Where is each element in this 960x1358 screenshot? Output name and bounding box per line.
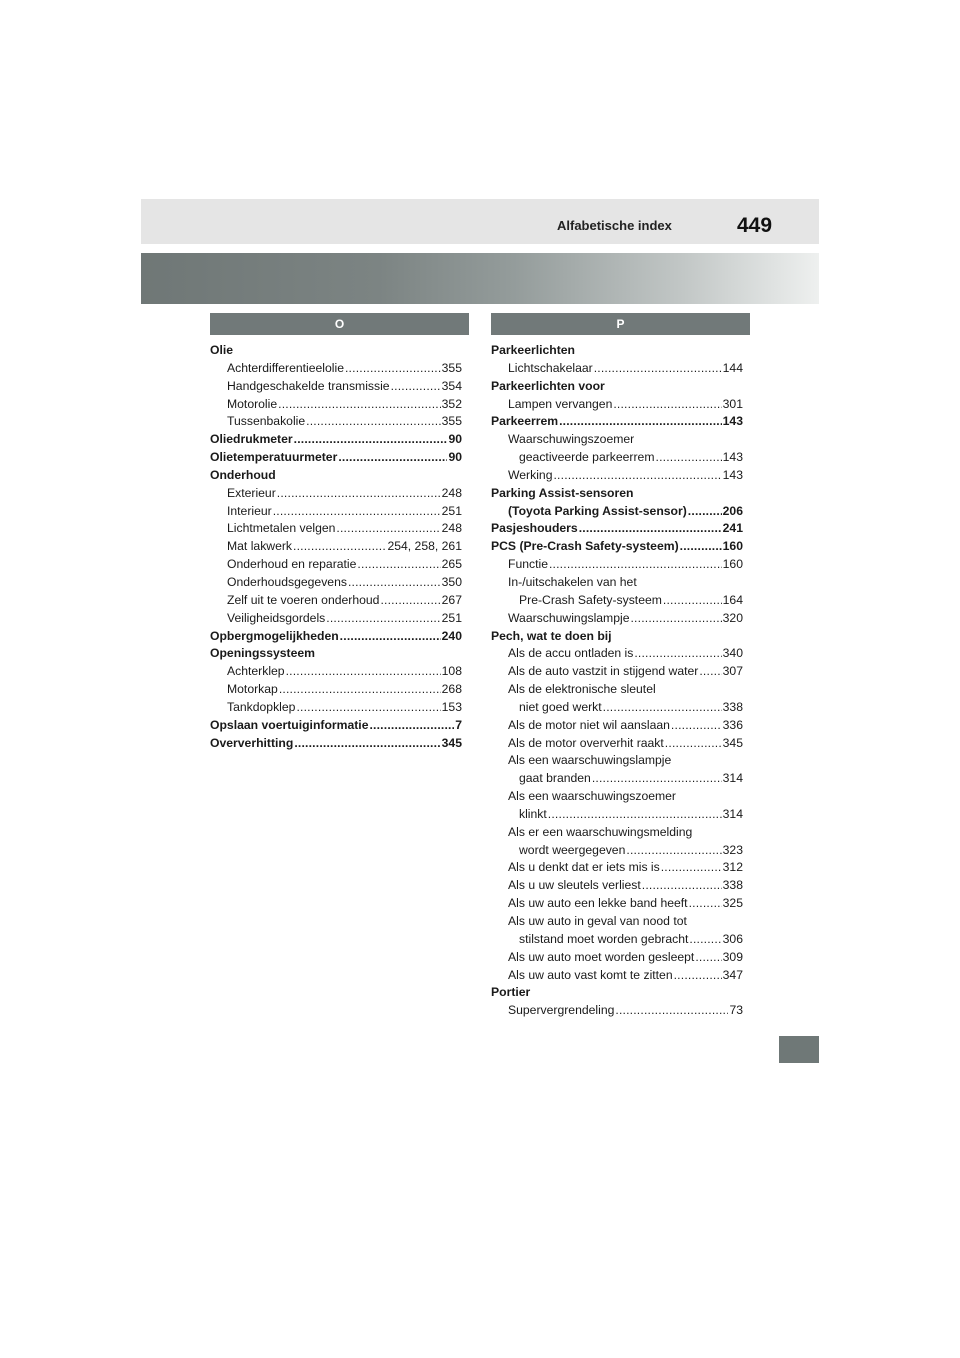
dot-leader bbox=[695, 949, 721, 967]
index-entry-page: 355 bbox=[441, 414, 462, 429]
index-entry-page: 160 bbox=[722, 557, 743, 572]
index-entry-label: Oliedrukmeter bbox=[210, 432, 293, 447]
dot-leader bbox=[613, 396, 721, 414]
index-entry-label: Parkeerrem bbox=[491, 414, 559, 429]
index-entry-label: Als de accu ontladen is bbox=[508, 646, 634, 661]
dot-leader bbox=[688, 503, 722, 521]
index-entry bbox=[491, 556, 743, 574]
index-entry-page: 160 bbox=[722, 539, 743, 554]
index-entry: Als een waarschuwingslampje bbox=[508, 753, 672, 768]
dot-leader bbox=[278, 396, 441, 414]
index-entry-page: 338 bbox=[722, 699, 743, 714]
index-entry-page: 240 bbox=[441, 628, 462, 643]
index-entry-page: 265 bbox=[441, 557, 462, 572]
index-entry: Als er een waarschuwingsmelding bbox=[508, 824, 693, 839]
index-entry bbox=[491, 645, 743, 663]
dot-leader bbox=[559, 413, 722, 431]
index-entry-page: 301 bbox=[722, 396, 743, 411]
dot-leader bbox=[336, 520, 440, 538]
chapter-banner bbox=[141, 253, 819, 304]
dot-leader bbox=[592, 770, 722, 788]
index-entry bbox=[210, 538, 462, 556]
index-entry-page: 347 bbox=[722, 967, 743, 982]
index-entry-label: Olietemperatuurmeter bbox=[210, 450, 338, 465]
index-entry-label: Handgeschakelde transmissie bbox=[227, 378, 390, 393]
dot-leader bbox=[345, 360, 441, 378]
page-number: 449 bbox=[737, 214, 773, 237]
index-entry bbox=[210, 378, 462, 396]
index-entry-label: Motorkap bbox=[227, 682, 278, 697]
dot-leader bbox=[273, 503, 441, 521]
dot-leader bbox=[656, 449, 722, 467]
dot-leader bbox=[293, 538, 386, 556]
index-entry-label: Als uw auto een lekke band heeft bbox=[508, 896, 688, 911]
index-entry bbox=[210, 556, 462, 574]
dot-leader bbox=[661, 859, 722, 877]
dot-leader bbox=[671, 717, 722, 735]
index-entry bbox=[491, 610, 743, 628]
index-entry-label: Supervergrendeling bbox=[508, 1003, 615, 1018]
index-entry-page: 164 bbox=[722, 592, 743, 607]
index-column-o bbox=[210, 342, 462, 752]
index-entry-page: 309 bbox=[722, 949, 743, 964]
index-entry bbox=[491, 663, 743, 681]
index-entry-label: Zelf uit te voeren onderhoud bbox=[227, 592, 380, 607]
index-entry-label: Werking bbox=[508, 467, 553, 482]
index-entry-page: 325 bbox=[722, 896, 743, 911]
index-entry-label: Onderhoudsgegevens bbox=[227, 574, 347, 589]
index-entry-page: 90 bbox=[448, 432, 462, 447]
index-entry-label: gaat branden bbox=[519, 771, 591, 786]
index-entry-page: 340 bbox=[722, 646, 743, 661]
index-entry-label: Pasjeshouders bbox=[491, 521, 578, 536]
index-entry: Onderhoud bbox=[210, 467, 276, 482]
index-entry-page: 268 bbox=[441, 682, 462, 697]
page-title: Alfabetische index bbox=[557, 218, 672, 233]
index-entry-label: Als uw auto vast komt te zitten bbox=[508, 967, 673, 982]
index-entry-label: Lampen vervangen bbox=[508, 396, 613, 411]
index-entry bbox=[210, 681, 462, 699]
index-entry bbox=[491, 806, 743, 824]
index-entry-page: 144 bbox=[722, 360, 743, 375]
index-entry: Als een waarschuwingszoemer bbox=[508, 789, 676, 804]
index-entry-page: 267 bbox=[441, 592, 462, 607]
dot-leader bbox=[369, 717, 454, 735]
dot-leader bbox=[689, 931, 721, 949]
index-entry-label: Motorolie bbox=[227, 396, 278, 411]
dot-leader bbox=[615, 1002, 728, 1020]
dot-leader bbox=[306, 413, 441, 431]
index-entry-label: (Toyota Parking Assist-sensor) bbox=[508, 503, 687, 518]
index-entry bbox=[210, 396, 462, 414]
dot-leader bbox=[338, 449, 447, 467]
index-entry bbox=[491, 538, 743, 556]
dot-leader bbox=[579, 520, 722, 538]
index-entry-page: 307 bbox=[722, 664, 743, 679]
index-entry bbox=[210, 360, 462, 378]
index-entry-label: Als de auto vastzit in stijgend water bbox=[508, 664, 699, 679]
dot-leader bbox=[357, 556, 440, 574]
dot-leader bbox=[699, 663, 721, 681]
dot-leader bbox=[630, 610, 721, 628]
index-entry-page: 143 bbox=[722, 450, 743, 465]
index-entry bbox=[491, 717, 743, 735]
index-entry-page: 241 bbox=[722, 521, 743, 536]
index-entry bbox=[210, 592, 462, 610]
dot-leader bbox=[626, 842, 721, 860]
index-entry-label: Lichtschakelaar bbox=[508, 360, 593, 375]
dot-leader bbox=[642, 877, 722, 895]
index-entry bbox=[210, 663, 462, 681]
index-entry bbox=[491, 520, 743, 538]
index-entry-page: 90 bbox=[448, 450, 462, 465]
index-entry-label: Achterdifferentieelolie bbox=[227, 360, 344, 375]
index-entry-page: 345 bbox=[722, 735, 743, 750]
index-entry: In-/uitschakelen van het bbox=[508, 574, 637, 589]
index-entry bbox=[491, 467, 743, 485]
index-entry bbox=[491, 842, 743, 860]
dot-leader bbox=[326, 610, 440, 628]
dot-leader bbox=[634, 645, 721, 663]
index-entry-page: 254, 258, 261 bbox=[387, 539, 462, 554]
index-entry-page: 143 bbox=[722, 467, 743, 482]
dot-leader bbox=[294, 431, 448, 449]
index-entry-page: 248 bbox=[441, 521, 462, 536]
index-entry-label: PCS (Pre-Crash Safety-systeem) bbox=[491, 539, 679, 554]
index-entry-page: 153 bbox=[441, 699, 462, 714]
dot-leader bbox=[663, 592, 722, 610]
index-entry: Als de elektronische sleutel bbox=[508, 682, 656, 697]
dot-leader bbox=[665, 735, 722, 753]
index-entry bbox=[210, 431, 462, 449]
index-entry: Portier bbox=[491, 985, 531, 1000]
index-entry-label: Waarschuwingslampje bbox=[508, 610, 630, 625]
index-entry: Openingssysteem bbox=[210, 646, 315, 661]
index-entry bbox=[491, 931, 743, 949]
index-entry-label: niet goed werkt bbox=[519, 699, 602, 714]
index-entry bbox=[491, 967, 743, 985]
index-entry-page: 306 bbox=[722, 931, 743, 946]
index-entry bbox=[491, 877, 743, 895]
index-entry-label: Interieur bbox=[227, 503, 272, 518]
index-entry bbox=[210, 735, 462, 753]
index-entry bbox=[491, 360, 743, 378]
index-entry-label: Tussenbakolie bbox=[227, 414, 306, 429]
section-header-p: P bbox=[491, 313, 750, 335]
index-entry: Parking Assist-sensoren bbox=[491, 485, 634, 500]
index-entry-label: Functie bbox=[508, 557, 548, 572]
index-entry-page: 354 bbox=[441, 378, 462, 393]
index-entry-label: Veiligheidsgordels bbox=[227, 610, 326, 625]
index-entry-page: 248 bbox=[441, 485, 462, 500]
dot-leader bbox=[548, 806, 722, 824]
dot-leader bbox=[380, 592, 440, 610]
index-entry: Als uw auto in geval van nood tot bbox=[508, 914, 687, 928]
index-entry-page: 206 bbox=[722, 503, 743, 518]
index-entry bbox=[210, 449, 462, 467]
index-entry-page: 336 bbox=[722, 717, 743, 732]
index-entry-label: wordt weergegeven bbox=[519, 842, 626, 857]
index-entry: Pech, wat te doen bij bbox=[491, 628, 612, 643]
index-entry-page: 251 bbox=[441, 610, 462, 625]
dot-leader bbox=[680, 538, 722, 556]
index-entry-page: 345 bbox=[441, 735, 462, 750]
index-entry bbox=[210, 520, 462, 538]
section-header-o: O bbox=[210, 313, 469, 335]
index-entry bbox=[491, 949, 743, 967]
index-entry bbox=[210, 485, 462, 503]
index-entry: Parkeerlichten bbox=[491, 343, 576, 357]
index-entry-page: 73 bbox=[729, 1003, 743, 1018]
index-entry-page: 7 bbox=[455, 717, 462, 732]
index-entry-label: stilstand moet worden gebracht bbox=[519, 931, 689, 946]
index-entry-label: Achterklep bbox=[227, 664, 285, 679]
index-entry-label: geactiveerde parkeerrem bbox=[519, 450, 655, 465]
index-entry-page: 143 bbox=[722, 414, 743, 429]
index-entry-label: Als u denkt dat er iets mis is bbox=[508, 860, 660, 875]
dot-leader bbox=[277, 485, 441, 503]
index-entry-page: 352 bbox=[441, 396, 462, 411]
index-entry-label: Als de motor niet wil aanslaan bbox=[508, 717, 670, 732]
index-entry bbox=[491, 592, 743, 610]
index-entry-label: Pre-Crash Safety-systeem bbox=[519, 592, 662, 607]
index-entry-page: 108 bbox=[441, 664, 462, 679]
index-column-p bbox=[491, 342, 743, 1020]
dot-leader bbox=[553, 467, 721, 485]
index-entry-label: Oververhitting bbox=[210, 735, 294, 750]
index-entry bbox=[491, 503, 743, 521]
index-entry bbox=[491, 396, 743, 414]
index-entry bbox=[491, 449, 743, 467]
dot-leader bbox=[594, 360, 722, 378]
index-entry: Waarschuwingszoemer bbox=[508, 432, 635, 447]
index-side-tab bbox=[779, 1036, 819, 1063]
index-entry-label: Tankdopklep bbox=[227, 699, 296, 714]
index-entry-label: Exterieur bbox=[227, 485, 276, 500]
dot-leader bbox=[674, 967, 722, 985]
index-entry bbox=[210, 574, 462, 592]
index-entry-label: Lichtmetalen velgen bbox=[227, 521, 336, 536]
index-entry-page: 355 bbox=[441, 360, 462, 375]
header-bar bbox=[141, 199, 819, 244]
index-entry-label: Als uw auto moet worden gesleept bbox=[508, 949, 695, 964]
index-entry: Olie bbox=[210, 343, 234, 357]
index-entry-page: 312 bbox=[722, 860, 743, 875]
index-entry bbox=[491, 895, 743, 913]
index-entry bbox=[210, 717, 462, 735]
dot-leader bbox=[340, 628, 441, 646]
dot-leader bbox=[603, 699, 722, 717]
index-entry-label: Onderhoud en reparatie bbox=[227, 557, 357, 572]
index-entry bbox=[491, 735, 743, 753]
dot-leader bbox=[279, 681, 441, 699]
index-entry bbox=[210, 699, 462, 717]
index-entry: Parkeerlichten voor bbox=[491, 378, 605, 393]
index-entry-page: 320 bbox=[722, 610, 743, 625]
index-entry bbox=[491, 699, 743, 717]
index-entry-label: Als de motor oververhit raakt bbox=[508, 735, 664, 750]
index-entry-page: 251 bbox=[441, 503, 462, 518]
index-entry bbox=[210, 503, 462, 521]
dot-leader bbox=[549, 556, 722, 574]
dot-leader bbox=[296, 699, 440, 717]
index-entry-label: Opslaan voertuiginformatie bbox=[210, 717, 369, 732]
index-entry-page: 323 bbox=[722, 842, 743, 857]
dot-leader bbox=[689, 895, 722, 913]
index-entry-page: 350 bbox=[441, 574, 462, 589]
index-entry bbox=[210, 628, 462, 646]
index-entry bbox=[491, 413, 743, 431]
index-entry-page: 338 bbox=[722, 878, 743, 893]
index-entry-label: Opbergmogelijkheden bbox=[210, 628, 339, 643]
index-entry-label: klinkt bbox=[519, 806, 547, 821]
index-entry bbox=[491, 859, 743, 877]
index-entry-page: 314 bbox=[722, 771, 743, 786]
index-entry bbox=[491, 1002, 743, 1020]
index-entry-page: 314 bbox=[722, 806, 743, 821]
index-entry bbox=[210, 610, 462, 628]
dot-leader bbox=[348, 574, 441, 592]
dot-leader bbox=[391, 378, 441, 396]
dot-leader bbox=[294, 735, 440, 753]
index-entry-label: Als u uw sleutels verliest bbox=[508, 878, 641, 893]
index-entry bbox=[491, 770, 743, 788]
dot-leader bbox=[286, 663, 441, 681]
index-entry bbox=[210, 413, 462, 431]
index-entry-label: Mat lakwerk bbox=[227, 539, 293, 554]
